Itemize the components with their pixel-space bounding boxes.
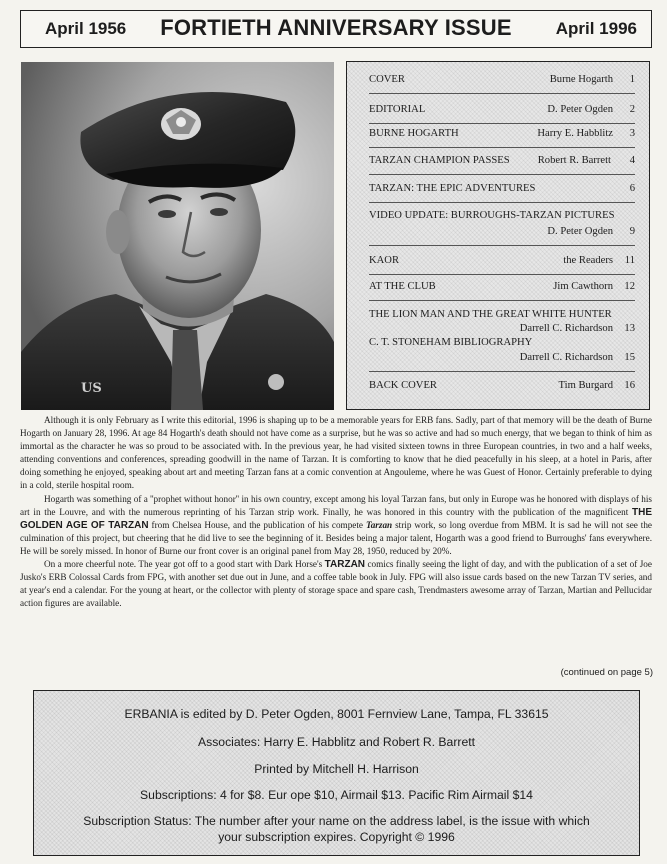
toc-title: VIDEO UPDATE: BURROUGHS-TARZAN PICTURES: [369, 210, 615, 221]
continued-note: (continued on page 5): [560, 667, 653, 678]
toc-page: 6: [629, 183, 635, 194]
toc-title: THE LION MAN AND THE GREAT WHITE HUNTER: [369, 309, 612, 320]
paragraph: Hogarth was something of a ''prophet without honor'' in his own country, except among his loyal Tarzan fans, but only in Europe was he honored with displays of his art in the Louvre, and with the numerous reprinting of his Tarzan strip work. Finally, he was honored in this country with the publication of the magnificent THE GOLDEN AGE OF TARZAN from Chelsea House, and the publication of his compete Tarzan strip work, so long overdue from MBM. It is sad he will not see the culmination of this project, but cheering that he did live to see the beginning of it. Besides being a major talent, Hogarth was a good friend to Burroughs' fans everywhere. He will be sorely missed. In honor of Burne our front cover is an original panel from May 28, 1950, reduced by 20%.: [20, 493, 653, 556]
printer-line: Printed by Mitchell H. Harrison: [254, 762, 419, 776]
toc-title: EDITORIAL: [369, 104, 426, 115]
toc-author: Harry E. Habblitz: [537, 128, 613, 139]
toc-title: TARZAN CHAMPION PASSES: [369, 155, 510, 166]
portrait-illustration: [21, 62, 334, 410]
toc-title: TARZAN: THE EPIC ADVENTURES: [369, 183, 536, 194]
toc-page: 11: [624, 255, 635, 266]
issue-date-right: April 1996: [555, 19, 637, 38]
divider: [369, 371, 635, 372]
subscriptions-line: Subscriptions: 4 for $8. Eur ope $10, Airmail $13. Pacific Rim Airmail $14: [140, 788, 533, 802]
toc-page: 12: [624, 281, 635, 292]
portrait-photo: [21, 62, 334, 410]
toc-author: Robert R. Barrett: [537, 155, 611, 166]
issue-date-left: April 1956: [45, 19, 127, 38]
toc-title: BURNE HOGARTH: [369, 128, 459, 139]
divider: [369, 147, 635, 148]
book-title: THE GOLDEN AGE OF TARZAN: [20, 506, 652, 531]
eagle-insignia-icon: [161, 108, 201, 140]
toc-title: KAOR: [369, 255, 400, 266]
toc-page: 3: [629, 128, 635, 139]
toc-author: D. Peter Ogden: [547, 226, 613, 237]
divider: [369, 123, 635, 124]
paragraph: Although it is only February as I write this editorial, 1996 is shaping up to be a memorable years for ERB fans. Sadly, part of that memory will be the death of Burne Hogarth on January 28, 1996. At age 84 Hogarth's death should not have come as a surprise, but he was so active and had so much energy, that we began to think of him as immortal as the character he was so proud to be associated with. In the previous year, he had visited sixteen towns in three European countries, in two and a half weeks, attending conventions and conferences, spreading goodwill in the name of Tarzan. It is comforting to know that he died peacefully in his sleep, at a hotel in Paris, after doing something he enjoyed, speaking about art and meeting Tarzan fans at a comic convention at Angouleme, where he was Guest of Honor. Certainly preferable to dying in a cold, sterile hospital room.: [20, 415, 652, 491]
toc-page: 16: [624, 380, 635, 391]
collar-insignia: US: [81, 381, 102, 396]
table-of-contents: [346, 61, 650, 410]
editor-line: ERBANIA is edited by D. Peter Ogden, 8001 Fernview Lane, Tampa, FL 33615: [124, 707, 549, 721]
toc-title: AT THE CLUB: [369, 281, 436, 292]
toc-author: D. Peter Ogden: [547, 104, 613, 115]
toc-title: C. T. STONEHAM BIBLIOGRAPHY: [369, 337, 533, 348]
emphasis: TARZAN: [324, 559, 366, 571]
masthead: [20, 10, 652, 48]
toc-page: 9: [629, 226, 635, 237]
divider: [369, 274, 635, 275]
divider: [369, 202, 635, 203]
divider: [369, 174, 635, 175]
toc-author: Jim Cawthorn: [553, 281, 613, 292]
toc-page: 13: [624, 323, 635, 334]
toc-author: the Readers: [563, 255, 613, 266]
toc-author: Darrell C. Richardson: [519, 352, 613, 363]
associates-line: Associates: Harry E. Habblitz and Robert R. Barrett: [197, 735, 476, 749]
paragraph: On a more cheerful note. The year got off to a good start with Dark Horse's TARZAN comics finally seeing the light of day, and with the publication of a set of Joe Jusko's ERB Colossal Cards from FPG, with another set due out in June, and a coffee table book in July. FPG will also issue cards based on the new Tarzan TV series, and at year's end a calendar. For the young at heart, or the collector with plenty of storage space and spare cash, Trendmasters awesome array of Tarzan, Martian and Pellucidar action figures are available.: [20, 559, 652, 609]
issue-title: FORTIETH ANNIVERSARY ISSUE: [160, 15, 512, 40]
emphasis: Tarzan: [365, 519, 393, 530]
toc-author: Darrell C. Richardson: [519, 323, 613, 334]
status-line: Subscription Status: The number after your name on the address label, is the issue with which your subscription expires. Copyright © 1996: [83, 814, 590, 844]
toc-page: 15: [624, 352, 635, 363]
toc-page: 2: [629, 104, 635, 115]
toc-page: 4: [629, 155, 635, 166]
toc-page: 1: [629, 74, 635, 85]
editorial-text: [20, 414, 652, 610]
toc-title: COVER: [369, 74, 405, 85]
divider: [369, 245, 635, 246]
toc-author: Tim Burgard: [558, 380, 613, 391]
toc-author: Burne Hogarth: [549, 74, 613, 85]
divider: [369, 93, 635, 94]
divider: [369, 300, 635, 301]
toc-title: BACK COVER: [369, 380, 437, 391]
